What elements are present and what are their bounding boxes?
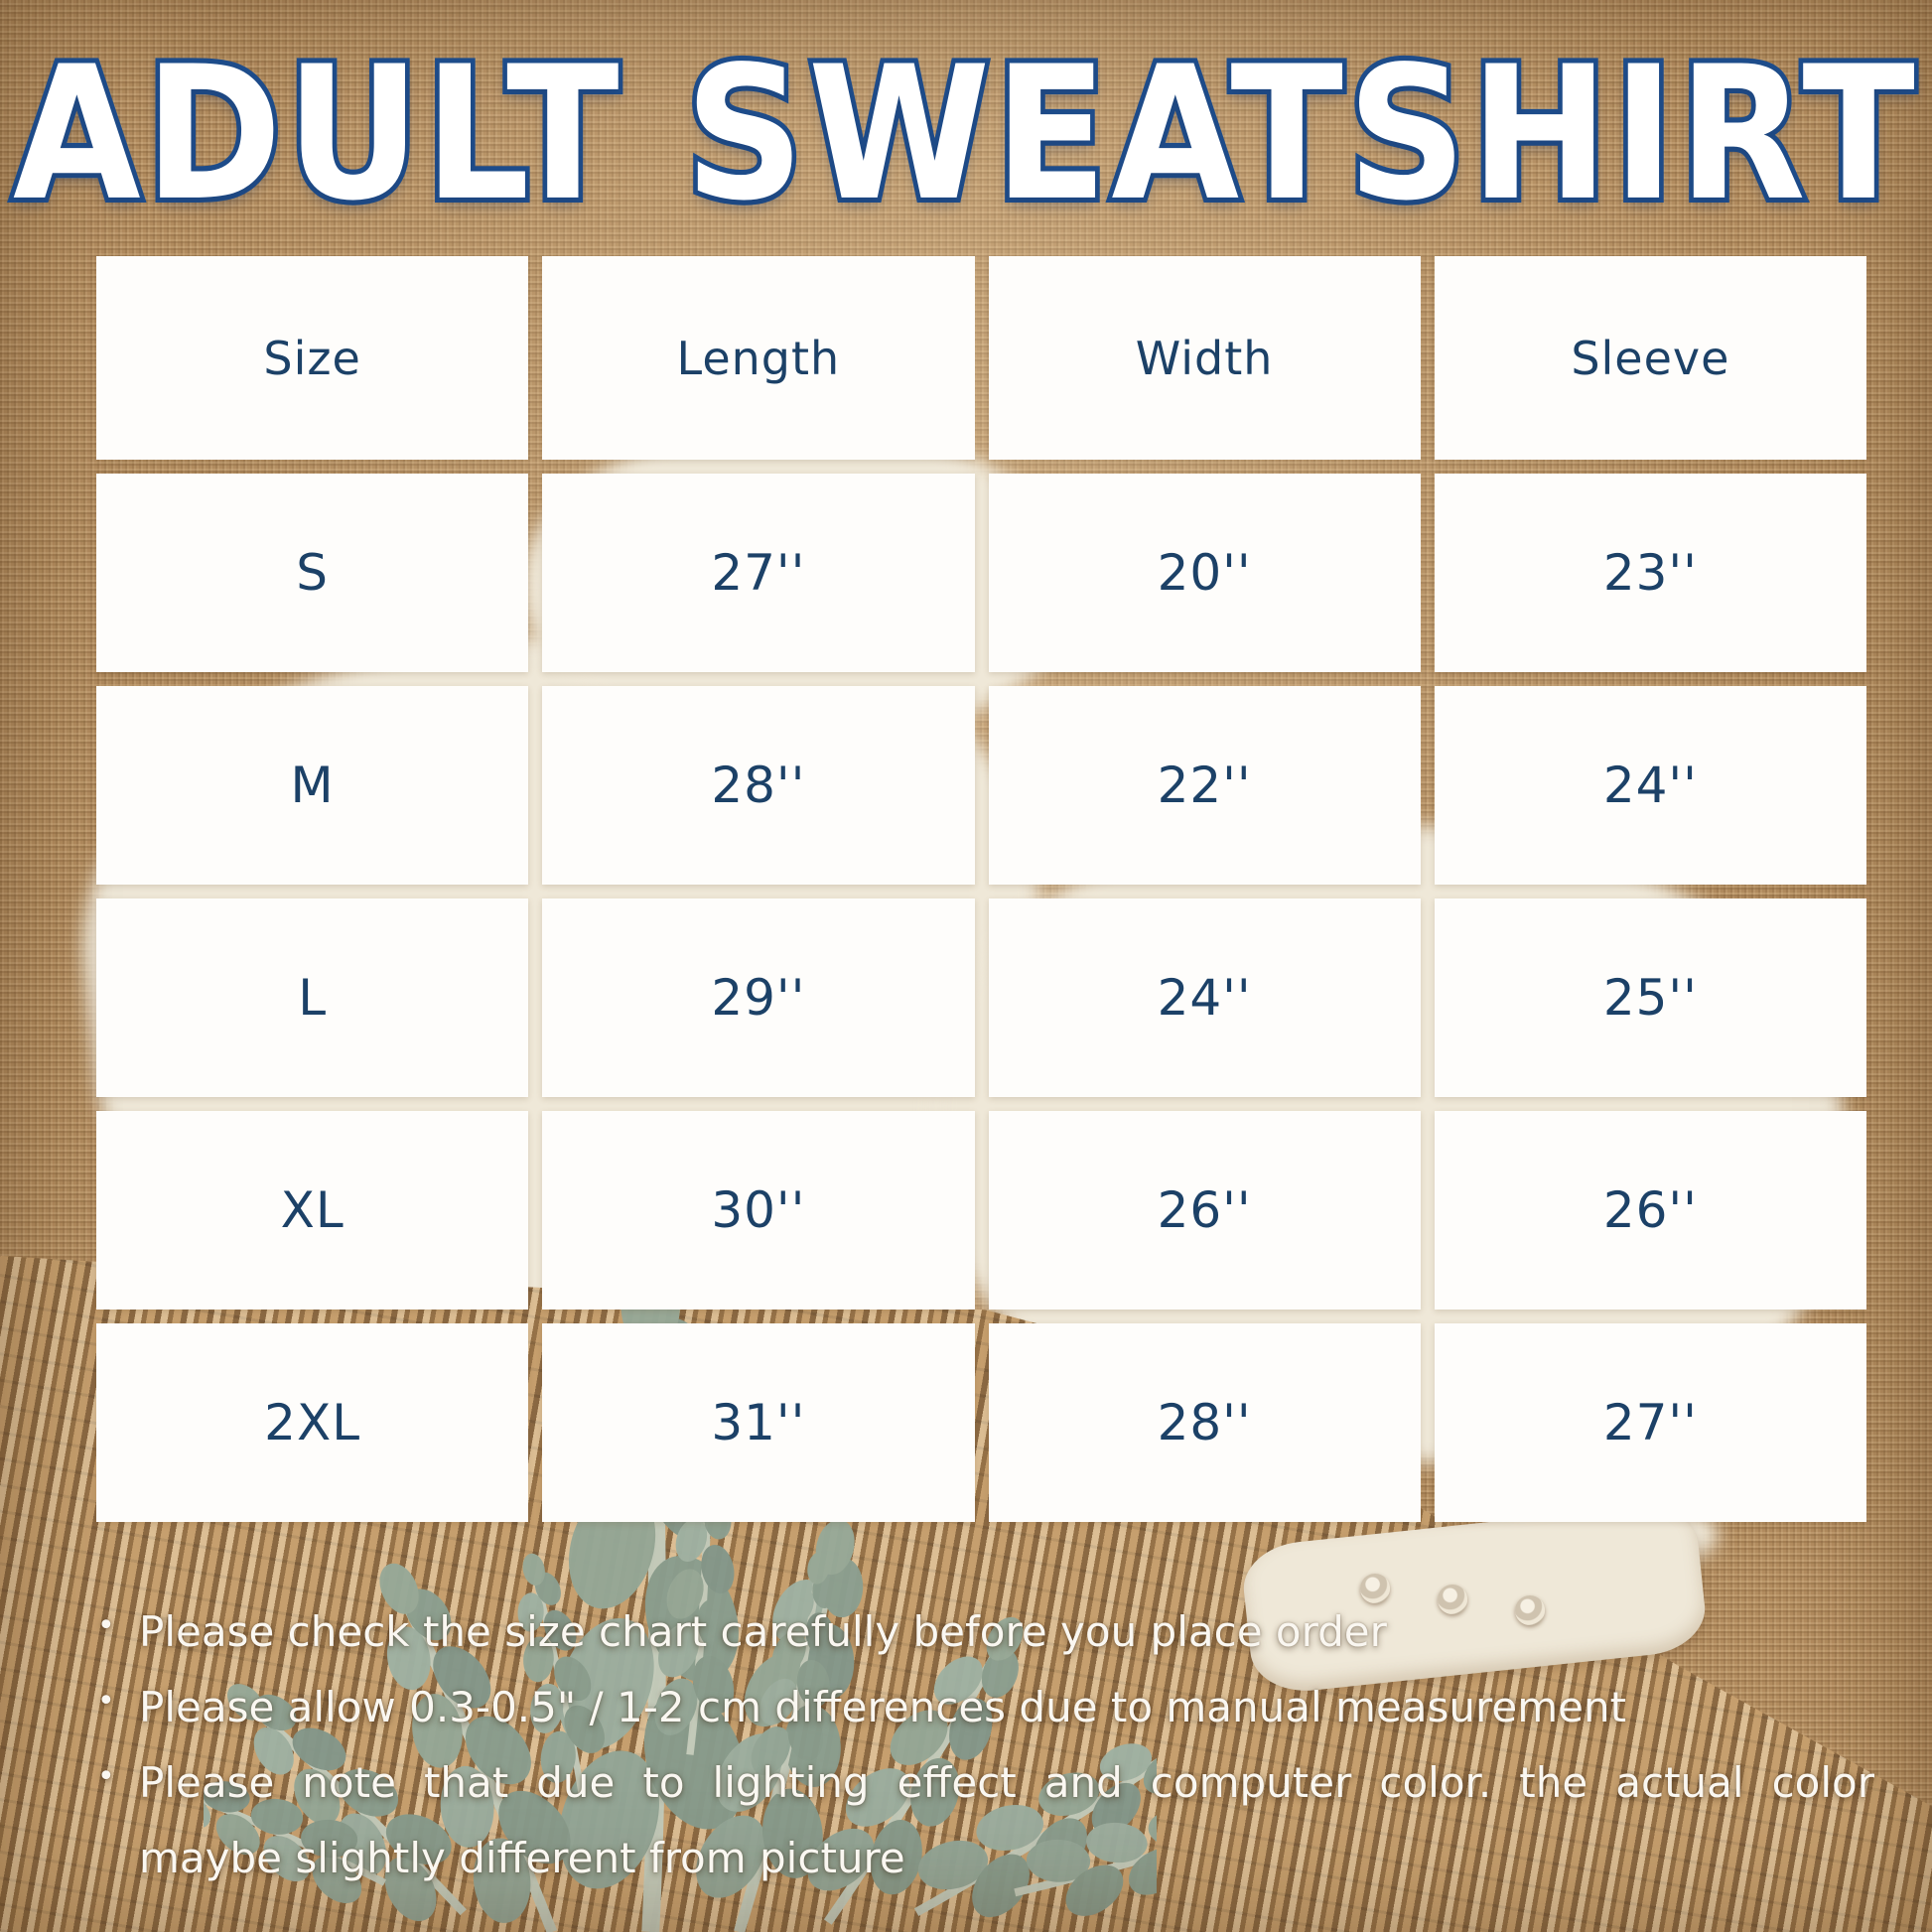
note-line — [91, 1670, 1874, 1745]
cell-width: 28'' — [989, 1323, 1421, 1522]
cell-sleeve: 25'' — [1435, 898, 1866, 1097]
cell-size: XL — [96, 1111, 528, 1310]
cell-size: S — [96, 474, 528, 672]
page-title: ADULT SWEATSHIRT — [12, 26, 1920, 241]
cell-width: 20'' — [989, 474, 1421, 672]
header-sleeve: Sleeve — [1435, 256, 1866, 460]
bullet-icon: • — [97, 1759, 115, 1794]
bullet-icon: • — [97, 1608, 115, 1643]
cell-sleeve: 27'' — [1435, 1323, 1866, 1522]
cell-sleeve: 23'' — [1435, 474, 1866, 672]
bullet-icon: • — [97, 1684, 115, 1719]
cell-width: 22'' — [989, 686, 1421, 885]
cell-size: 2XL — [96, 1323, 528, 1522]
note-line-continuation — [91, 1821, 1874, 1896]
cell-length: 28'' — [542, 686, 974, 885]
cell-length: 30'' — [542, 1111, 974, 1310]
note-text: maybe slightly different from picture — [139, 1834, 905, 1882]
cell-length: 27'' — [542, 474, 974, 672]
cell-length: 29'' — [542, 898, 974, 1097]
cell-sleeve: 26'' — [1435, 1111, 1866, 1310]
note-text: Please note that due to lighting effect and computer color. the actual color — [139, 1758, 1874, 1807]
cell-sleeve: 24'' — [1435, 686, 1866, 885]
cell-size: L — [96, 898, 528, 1097]
note-text: Please check the size chart carefully before you place order — [139, 1607, 1387, 1656]
note-line — [91, 1745, 1874, 1821]
header-length: Length — [542, 256, 974, 460]
note-text: Please allow 0.3-0.5" / 1-2 cm differences due to manual measurement — [139, 1683, 1627, 1731]
cell-width: 24'' — [989, 898, 1421, 1097]
size-chart-table — [96, 256, 1866, 1522]
header-width: Width — [989, 256, 1421, 460]
note-line — [91, 1594, 1874, 1670]
cell-size: M — [96, 686, 528, 885]
cell-length: 31'' — [542, 1323, 974, 1522]
cell-width: 26'' — [989, 1111, 1421, 1310]
notes-section — [91, 1594, 1874, 1896]
header-size: Size — [96, 256, 528, 460]
